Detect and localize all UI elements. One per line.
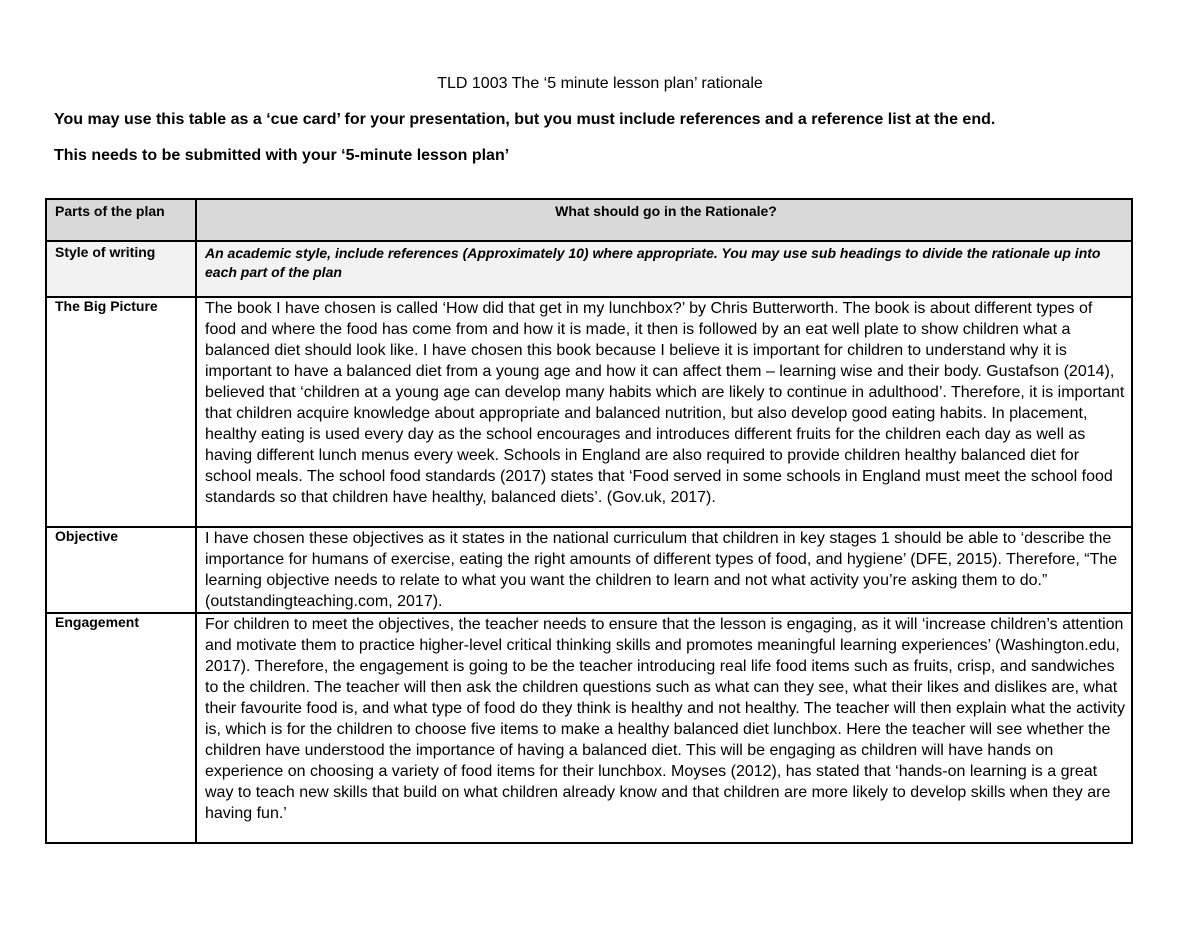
instruction-submission: This needs to be submitted with your ‘5-minute lesson plan’ xyxy=(54,147,510,164)
row-text-style-of-writing: An academic style, include references (Approximately 10) where appropriate. You may use sub headings to divide the rationale up into each part of the plan xyxy=(196,241,1132,297)
row-text-engagement: For children to meet the objectives, the teacher needs to ensure that the lesson is engaging, as it will ‘increase children’s attention and motivate them to practice higher-level critical thinking skills and promotes meaningful learning experiences’ (Washington.edu, 2017). Therefore, the engagement is going to be the teacher introducing real life food items such as fruits, crisp, and sandwiches to the children. The teacher will then ask the children questions such as what can they see, what their likes and dislikes are, what their favourite food is, and what type of food do they think is healthy and not healthy. The teacher will then explain what the activity is, which is for the children to choose five items to make a healthy balanced diet lunchbox. Here the teacher will see whether the children have understood the importance of having a balanced diet. This will be engaging as children will have hands on experience on choosing a variety of food items for their lunchbox. Moyses (2012), has stated that ‘hands-on learning is a great way to teach new skills that build on what children already know and that children are more likely to develop skills when they are having fun.’ xyxy=(196,613,1132,843)
row-text-big-picture: The book I have chosen is called ‘How did that get in my lunchbox?’ by Chris Butterworth. The book is about different types of food and where the food has come from and how it is made, it then is followed by an eat well plate to show children what a balanced diet should look like. I have chosen this book because I believe it is important for children to understand why it is important to have a balanced diet from a young age and how it can affect them – learning wise and their body. Gustafson (2014), believed that ‘children at a young age can develop many habits which are likely to continue in adulthood’. Therefore, it is important that children acquire knowledge about appropriate and balanced nutrition, but also develop good eating habits. In placement, healthy eating is used every day as the school encourages and introduces different fruits for the children each day as well as having different lunch menus every week. Schools in England are also required to provide children healthy balanced diet for school meals. The school food standards (2017) states that ‘Food served in some schools in England must meet the school food standards so that children have healthy, balanced diets’. (Gov.uk, 2017). xyxy=(196,297,1132,527)
table-row-style-of-writing xyxy=(46,241,1132,297)
table-row-engagement xyxy=(46,613,1132,843)
row-label-engagement: Engagement xyxy=(46,613,196,843)
header-rationale: What should go in the Rationale? xyxy=(196,199,1132,241)
table-header-row xyxy=(46,199,1132,241)
document-title: TLD 1003 The ‘5 minute lesson plan’ rationale xyxy=(437,75,763,92)
table-row-objective xyxy=(46,527,1132,613)
row-label-big-picture: The Big Picture xyxy=(46,297,196,527)
rationale-table xyxy=(45,198,1133,844)
row-text-objective: I have chosen these objectives as it states in the national curriculum that children in key stages 1 should be able to ‘describe the importance for humans of exercise, eating the right amounts of different types of food, and hygiene’ (DFE, 2015). Therefore, “The learning objective needs to relate to what you want the children to learn and not what activity you’re asking them to do.” (outstandingteaching.com, 2017). xyxy=(196,527,1132,613)
instruction-cue-card: You may use this table as a ‘cue card’ for your presentation, but you must include references and a reference list at the end. xyxy=(54,111,996,128)
row-label-style-of-writing: Style of writing xyxy=(46,241,196,297)
header-parts-of-plan: Parts of the plan xyxy=(46,199,196,241)
row-label-objective: Objective xyxy=(46,527,196,613)
table-row-big-picture xyxy=(46,297,1132,527)
